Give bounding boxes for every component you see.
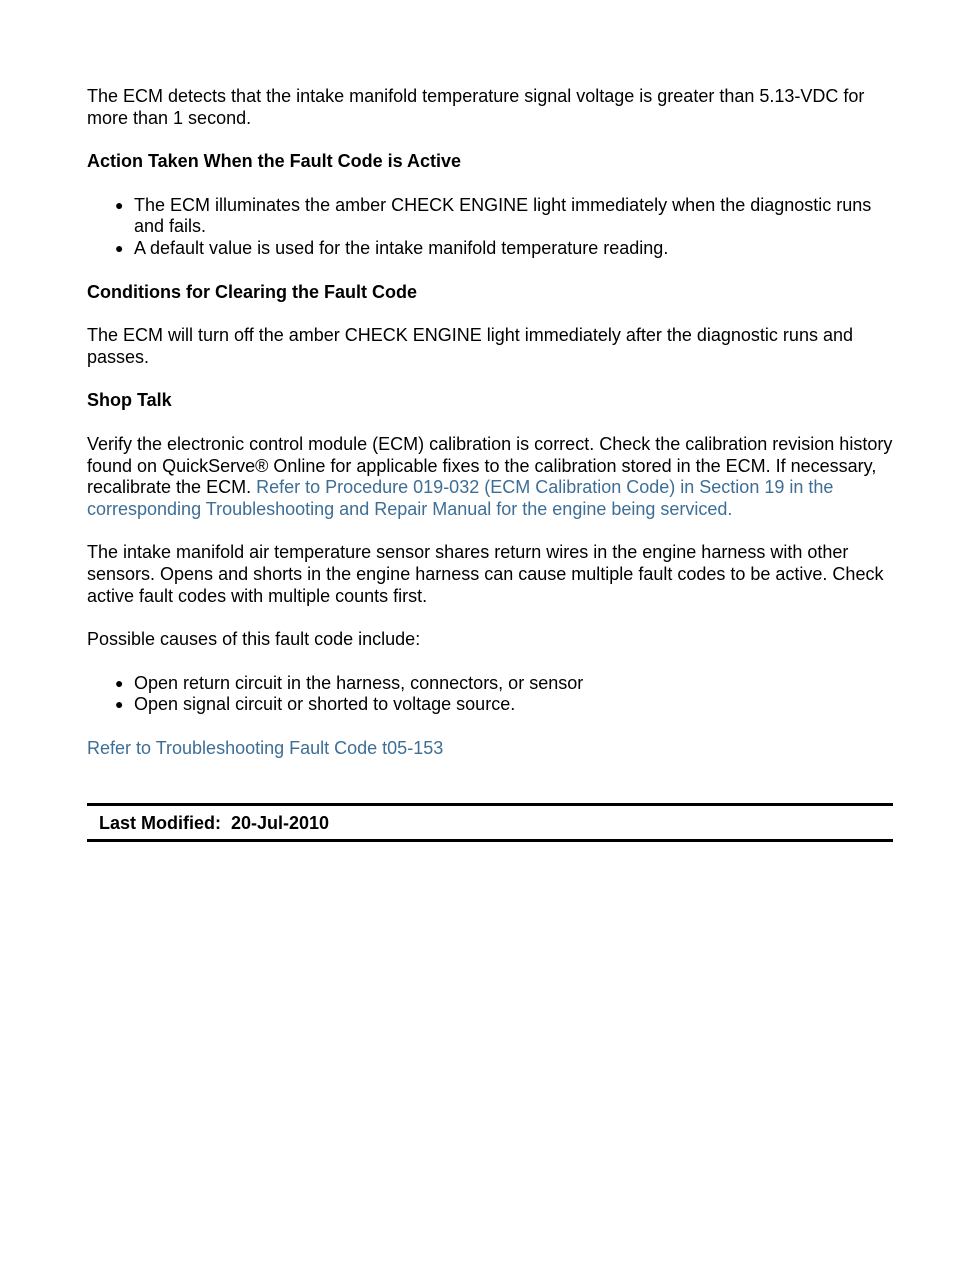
bullet-icon: ● (115, 674, 124, 691)
calibration-text: Verify the electronic control module (ECM) calibration is correct. Check the calibration revision history found on QuickServe® Online for applicable fixes to the calibration stored in the ECM. If necessary, recalibrate the ECM. (87, 433, 893, 498)
bullet-icon: ● (115, 696, 124, 713)
list-item (115, 194, 893, 238)
troubleshooting-link[interactable]: Refer to Troubleshooting Fault Code t05-153 (87, 737, 444, 758)
sensor-paragraph: The intake manifold air temperature sensor shares return wires in the engine harness with other sensors. Opens and shorts in the engine harness can cause multiple fault codes to be active. Check active fault codes with multiple counts first. (87, 542, 884, 606)
bullet-icon: ● (115, 239, 124, 256)
clearing-heading: Conditions for Clearing the Fault Code (87, 281, 417, 302)
list-item-text: Open return circuit in the harness, connectors, or sensor (134, 672, 584, 693)
bullet-icon: ● (115, 196, 124, 213)
list-item-text: A default value is used for the intake manifold temperature reading. (134, 237, 669, 258)
calibration-paragraph (87, 434, 893, 520)
causes-intro: Possible causes of this fault code include: (87, 629, 421, 650)
action-heading: Action Taken When the Fault Code is Active (87, 151, 462, 172)
clearing-paragraph: The ECM will turn off the amber CHECK ENGINE light immediately after the diagnostic runs and passes. (87, 325, 853, 367)
document-body (87, 86, 893, 781)
action-list (87, 195, 893, 260)
last-modified-label: Last Modified: 20-Jul-2010 (99, 813, 330, 833)
list-item (115, 672, 893, 695)
list-item-text: Open signal circuit or shorted to voltage source. (134, 694, 516, 715)
list-item (115, 237, 893, 260)
footer-bar (87, 803, 893, 842)
list-item-text: The ECM illuminates the amber CHECK ENGINE light immediately when the diagnostic runs and fails. (134, 194, 872, 237)
troubleshooting-paragraph (87, 738, 893, 760)
list-item (115, 694, 893, 716)
procedure-link[interactable]: Refer to Procedure 019-032 (ECM Calibration Code) in Section 19 in the corresponding Troubleshooting and Repair Manual for the engine being serviced. (87, 477, 834, 519)
causes-list (87, 673, 893, 716)
shop-talk-heading: Shop Talk (87, 390, 172, 411)
intro-paragraph: The ECM detects that the intake manifold temperature signal voltage is greater than 5.13-VDC for more than 1 second. (87, 86, 865, 128)
